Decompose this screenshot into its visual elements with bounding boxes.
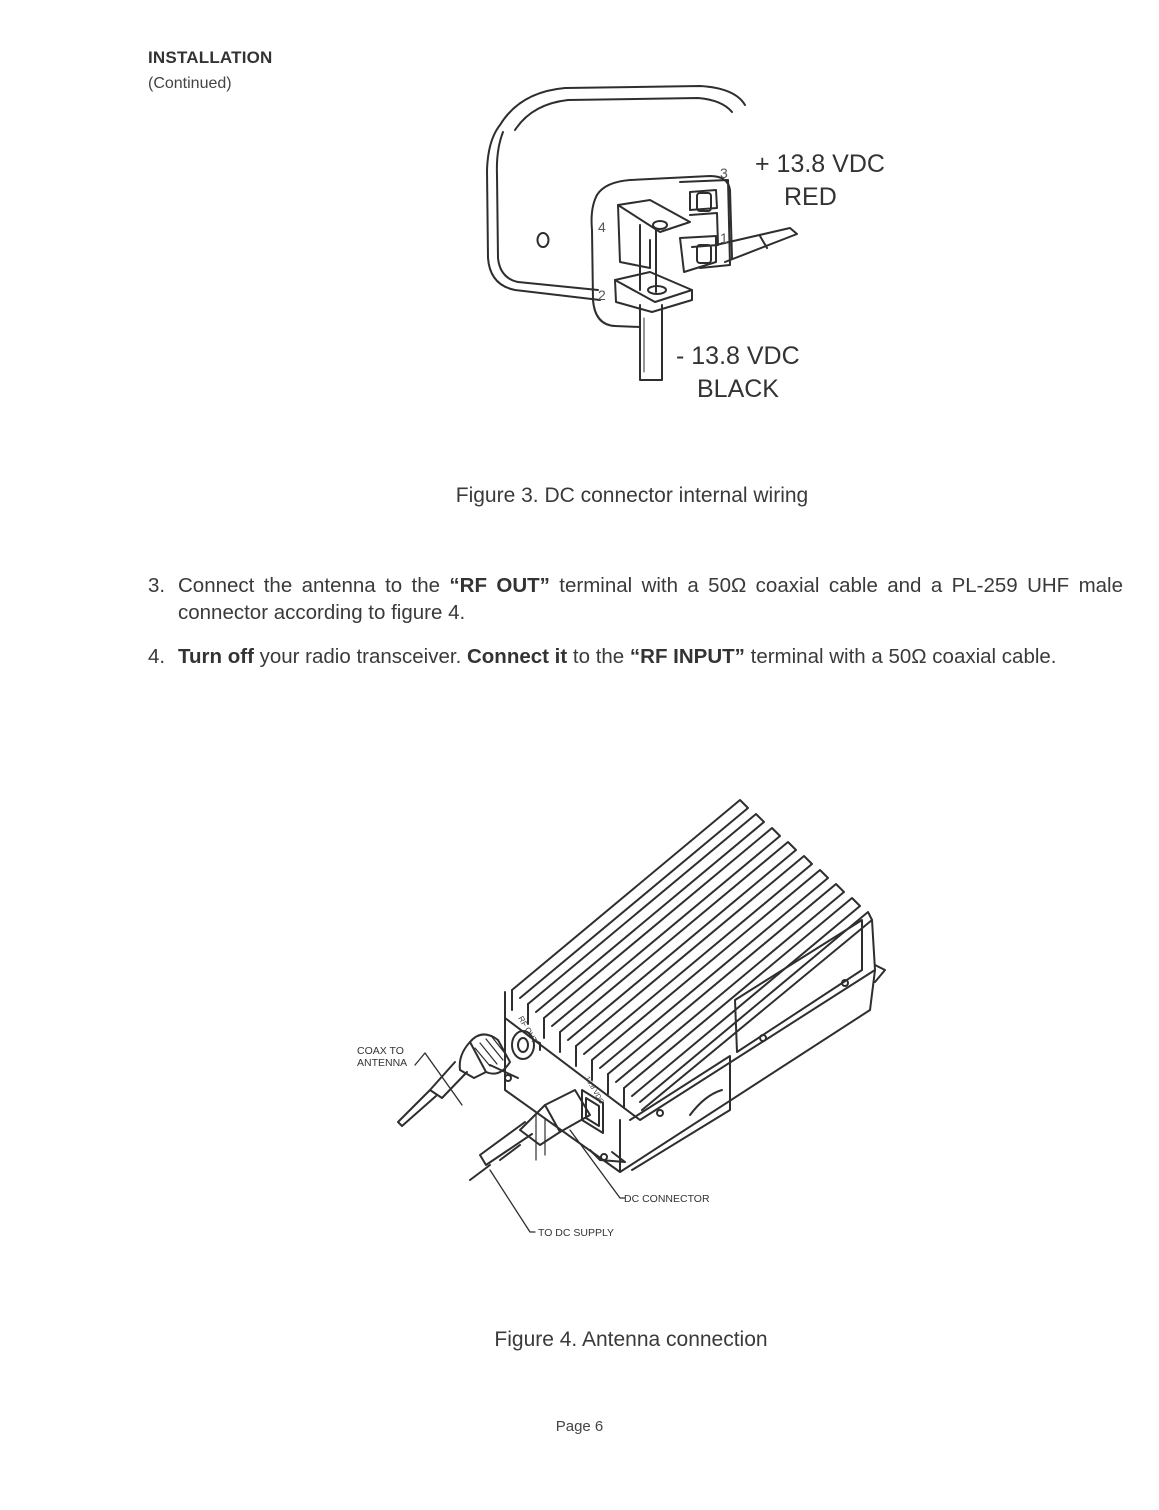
vdc-panel-label: 13.8 VDC: [583, 1075, 605, 1106]
dc-connector-label: DC CONNECTOR: [624, 1193, 710, 1205]
figure-3-dc-connector-drawing: [0, 0, 1159, 520]
section-subtitle: (Continued): [148, 75, 232, 92]
step-text: Turn off your radio transceiver. Connect it to the “RF INPUT” terminal with a 50Ω coaxial cable.: [178, 645, 1057, 668]
figure-4-caption: Figure 4. Antenna connection: [494, 1328, 768, 1351]
pin-3-label: 3: [720, 165, 728, 181]
positive-voltage-label: + 13.8 VDC: [755, 150, 885, 178]
section-title: INSTALLATION: [148, 48, 273, 67]
step-text: Connect the antenna to the “RF OUT” terminal with a 50Ω coaxial cable and a PL-259 UHF male connector according to figure 4.: [178, 574, 1124, 624]
positive-wire-color-label: RED: [784, 183, 837, 211]
rf-out-panel-label: RF OUT: [516, 1014, 539, 1045]
coax-to-antenna-label-line2: ANTENNA: [357, 1057, 408, 1069]
step-number: 4.: [148, 645, 166, 668]
figure-3-caption: Figure 3. DC connector internal wiring: [455, 484, 809, 507]
figure-4-antenna-connection-drawing: [0, 760, 1159, 1380]
pin-2-label: 2: [598, 287, 606, 303]
negative-wire-color-label: BLACK: [697, 375, 779, 403]
pin-4-label: 4: [598, 219, 606, 235]
to-dc-supply-label: TO DC SUPPLY: [538, 1227, 615, 1239]
step-4: [148, 643, 1123, 670]
step-3: [148, 572, 1123, 626]
negative-voltage-label: - 13.8 VDC: [676, 342, 800, 370]
step-number: 3.: [148, 574, 166, 597]
pin-1-label: 1: [720, 230, 728, 246]
coax-to-antenna-label-line1: COAX TO: [357, 1045, 404, 1057]
installation-steps: [148, 572, 1123, 687]
page-number: Page 6: [555, 1418, 604, 1435]
